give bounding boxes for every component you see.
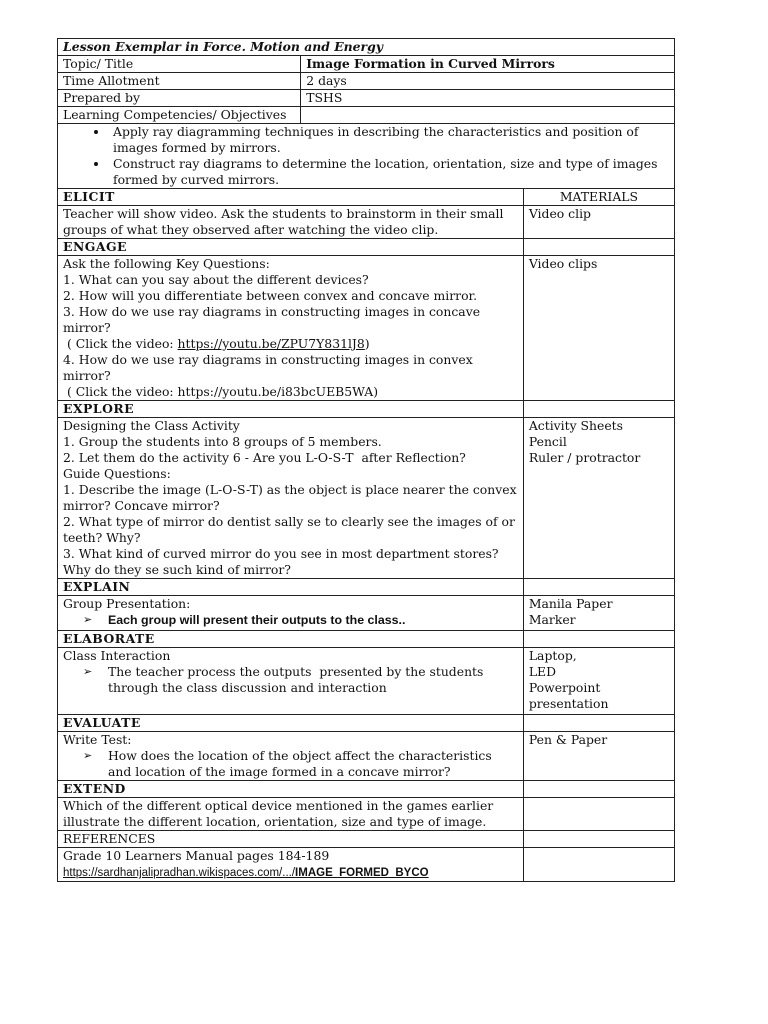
objectives-list xyxy=(63,124,669,188)
engage-content xyxy=(58,256,524,401)
topic-value: Image Formation in Curved Mirrors xyxy=(301,56,675,73)
extend-heading-row xyxy=(58,781,675,798)
evaluate-item-text: How does the location of the object affect the characteristics and location of the image formed in a concave mirror? xyxy=(108,748,492,779)
reference-link-line[interactable] xyxy=(63,864,518,881)
topic-row xyxy=(58,56,675,73)
materials-heading: MATERIALS xyxy=(523,189,674,206)
arrowhead-bullet-icon: ➢ xyxy=(83,749,93,762)
empty-cell xyxy=(523,831,674,848)
explore-line: 3. What kind of curved mirror do you see in most department stores? Why do they se such kind of mirror? xyxy=(63,546,499,577)
arrowhead-bullet-icon: ➢ xyxy=(83,613,93,626)
title-row xyxy=(58,39,675,56)
engage-heading-row xyxy=(58,239,675,256)
click-prefix: ( Click the video: xyxy=(63,336,178,351)
objective-item: • Apply ray diagramming techniques in describing the characteristics and position of images formed by mirrors. xyxy=(109,124,669,156)
evaluate-row xyxy=(58,732,675,781)
references-heading-row xyxy=(58,831,675,848)
prepared-label: Prepared by xyxy=(58,90,301,107)
extend-heading: EXTEND xyxy=(58,781,524,798)
material-item: Ruler / protractor xyxy=(528,450,641,465)
explore-line: Designing the Class Activity xyxy=(63,418,240,433)
arrowhead-bullet-icon: ➢ xyxy=(83,665,93,678)
evaluate-materials: Pen & Paper xyxy=(523,732,674,781)
engage-line: 3. How do we use ray diagrams in constructing images in concave mirror? xyxy=(63,304,481,335)
video-link-1[interactable]: https://youtu.be/ZPU7Y831lJ8 xyxy=(177,336,365,351)
material-item: Powerpoint xyxy=(528,680,601,695)
extend-row xyxy=(58,798,675,831)
elaborate-heading: ELABORATE xyxy=(58,631,524,648)
elaborate-item xyxy=(63,664,518,696)
prepared-row xyxy=(58,90,675,107)
elaborate-item-text: The teacher process the outputs presented by the students through the class discussion and interaction xyxy=(108,664,488,695)
engage-line: 1. What can you say about the different devices? xyxy=(63,272,369,287)
evaluate-intro: Write Test: xyxy=(63,732,132,747)
explain-content xyxy=(58,596,524,631)
references-heading: REFERENCES xyxy=(58,831,524,848)
material-item: LED xyxy=(528,664,557,679)
empty-cell xyxy=(523,798,674,831)
explain-item xyxy=(63,612,518,628)
elaborate-materials xyxy=(523,648,674,715)
time-label: Time Allotment xyxy=(58,73,301,90)
document-title: Lesson Exemplar in Force. Motion and Energy xyxy=(58,39,675,56)
empty-cell xyxy=(523,781,674,798)
explore-line: 1. Describe the image (L-O-S-T) as the object is place nearer the convex mirror? Concave mirror? xyxy=(63,482,517,513)
extend-text: Which of the different optical device mentioned in the games earlier illustrate the different location, orientation, size and type of image. xyxy=(58,798,524,831)
elaborate-intro: Class Interaction xyxy=(63,648,171,663)
elicit-heading: ELICIT xyxy=(58,189,524,206)
reference-link-bold[interactable]: IMAGE_FORMED_BYCO xyxy=(295,867,429,879)
reference-line: Grade 10 Learners Manual pages 184-189 xyxy=(63,848,330,863)
evaluate-item xyxy=(63,748,518,780)
empty-cell xyxy=(523,631,674,648)
evaluate-content xyxy=(58,732,524,781)
competencies-value xyxy=(301,107,675,124)
elicit-row xyxy=(58,206,675,239)
lesson-exemplar-document xyxy=(57,38,675,882)
engage-line: 2. How will you differentiate between convex and concave mirror. xyxy=(63,288,478,303)
competencies-label: Learning Competencies/ Objectives xyxy=(58,107,301,124)
explain-item-text: Each group will present their outputs to the class.. xyxy=(108,613,406,627)
engage-line-4: 4. How do we use ray diagrams in constructing images in convex mirror? xyxy=(63,352,473,383)
material-item: presentation xyxy=(528,696,609,711)
explain-heading: EXPLAIN xyxy=(58,579,524,596)
empty-cell xyxy=(523,848,674,882)
engage-click-line-2: ( Click the video: https://youtu.be/i83bcUEB5WA) xyxy=(63,384,379,399)
engage-materials: Video clips xyxy=(523,256,674,401)
explore-line: 2. Let them do the activity 6 - Are you L-O-S-T after Reflection? xyxy=(63,450,466,465)
engage-heading: ENGAGE xyxy=(58,239,524,256)
time-value: 2 days xyxy=(301,73,675,90)
material-item: Laptop, xyxy=(528,648,577,663)
empty-cell xyxy=(523,579,674,596)
explore-materials xyxy=(523,418,674,579)
elaborate-row xyxy=(58,648,675,715)
elicit-heading-row xyxy=(58,189,675,206)
objectives-row xyxy=(58,124,675,189)
elicit-text: Teacher will show video. Ask the students to brainstorm in their small groups of what they observed after watching the video clip. xyxy=(58,206,524,239)
competencies-row xyxy=(58,107,675,124)
prepared-value: TSHS xyxy=(301,90,675,107)
material-item: Activity Sheets xyxy=(528,418,624,433)
objectives-cell xyxy=(58,124,675,189)
evaluate-heading: EVALUATE xyxy=(58,715,524,732)
objective-item: • Construct ray diagrams to determine the location, orientation, size and type of images formed by curved mirrors. xyxy=(109,156,669,188)
explain-intro: Group Presentation: xyxy=(63,596,191,611)
explore-content xyxy=(58,418,524,579)
evaluate-heading-row xyxy=(58,715,675,732)
explore-line: 1. Group the students into 8 groups of 5 members. xyxy=(63,434,382,449)
material-item: Marker xyxy=(528,612,576,627)
explore-heading: EXPLORE xyxy=(58,401,524,418)
elaborate-heading-row xyxy=(58,631,675,648)
elaborate-content xyxy=(58,648,524,715)
explore-line: Guide Questions: xyxy=(63,466,171,481)
explore-row xyxy=(58,418,675,579)
lesson-table xyxy=(57,38,675,882)
engage-line: Ask the following Key Questions: xyxy=(63,256,270,271)
references-content xyxy=(58,848,524,882)
topic-label: Topic/ Title xyxy=(58,56,301,73)
engage-row xyxy=(58,256,675,401)
empty-cell xyxy=(523,401,674,418)
explore-line: 2. What type of mirror do dentist sally se to clearly see the images of or teeth? Why? xyxy=(63,514,515,545)
explain-heading-row xyxy=(58,579,675,596)
reference-link[interactable]: https://sardhanjalipradhan.wikispaces.com/.../ xyxy=(63,867,296,879)
time-row xyxy=(58,73,675,90)
references-row xyxy=(58,848,675,882)
explain-materials xyxy=(523,596,674,631)
material-item: Pencil xyxy=(528,434,567,449)
elicit-materials: Video clip xyxy=(523,206,674,239)
empty-cell xyxy=(523,715,674,732)
empty-cell xyxy=(523,239,674,256)
explain-row xyxy=(58,596,675,631)
material-item: Manila Paper xyxy=(528,596,613,611)
click-suffix: ) xyxy=(364,336,370,351)
explore-heading-row xyxy=(58,401,675,418)
engage-click-line-1 xyxy=(63,336,518,352)
